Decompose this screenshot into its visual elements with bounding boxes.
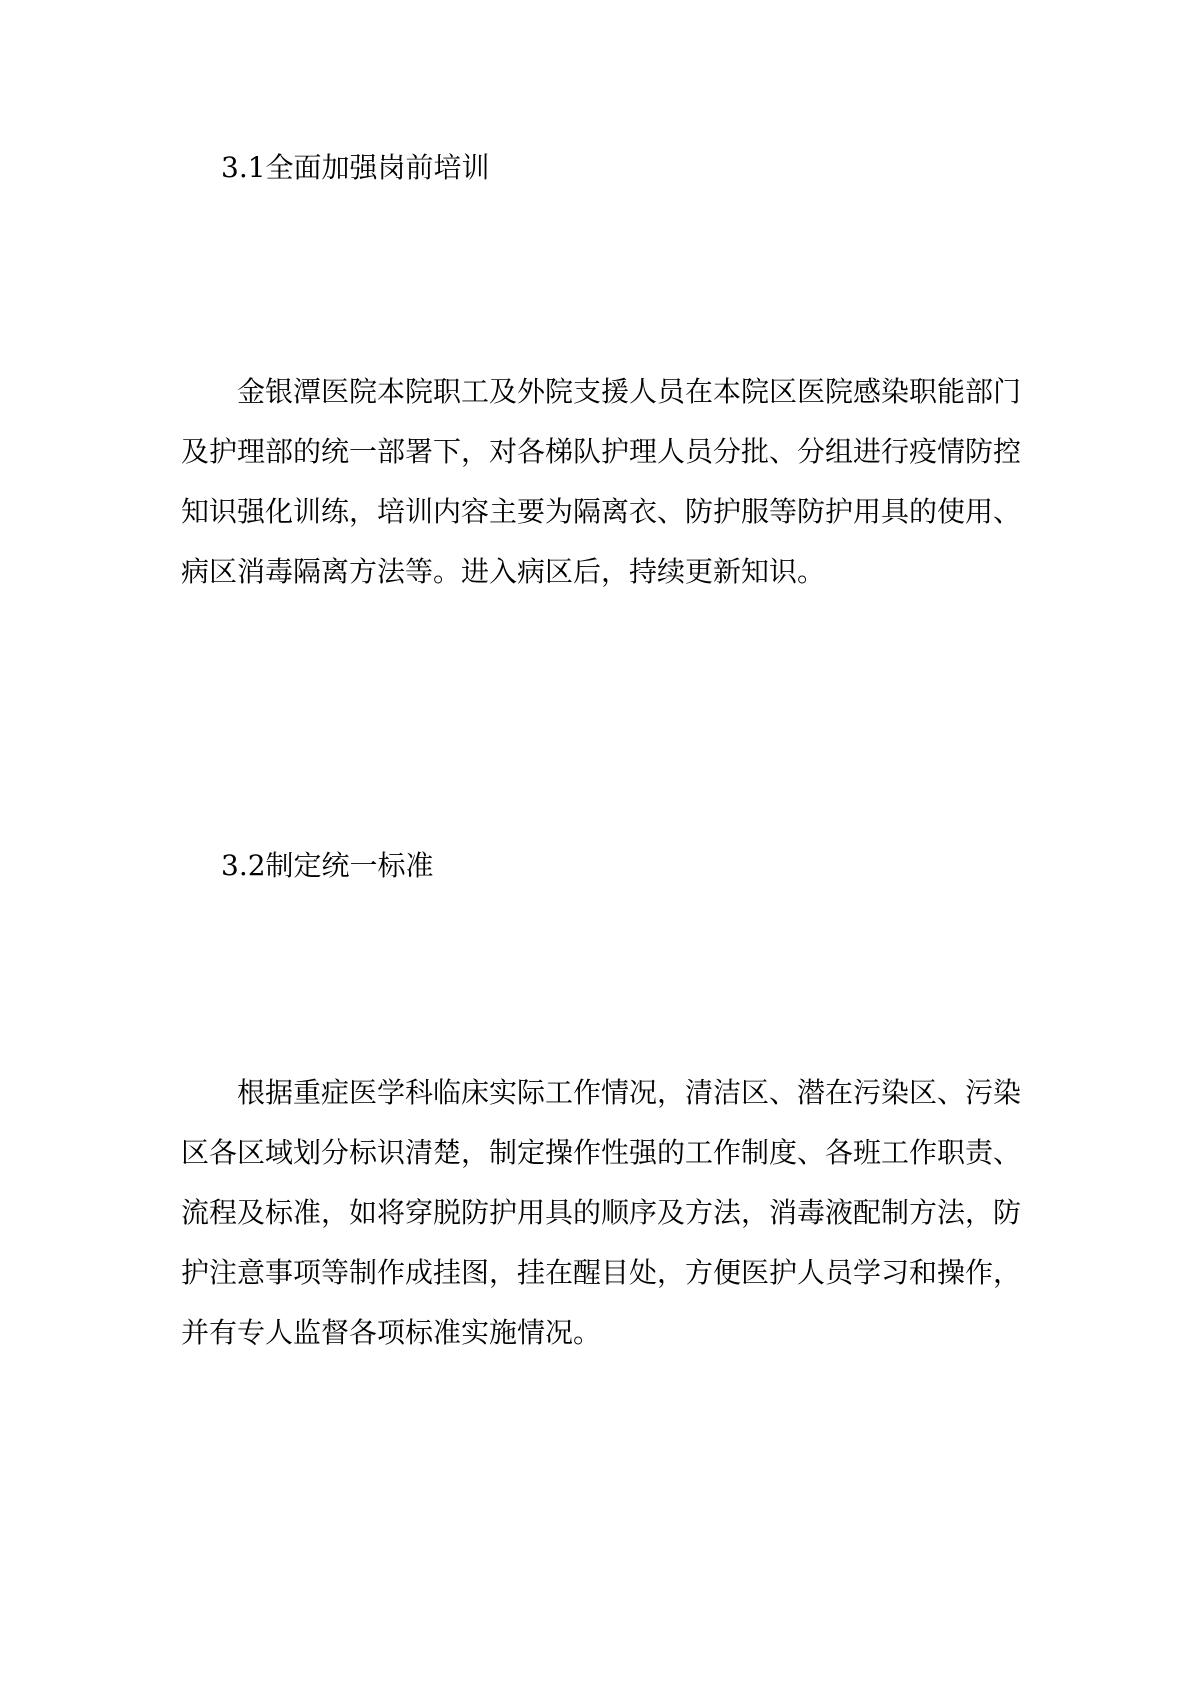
- paragraph-line: 流程及标准，如将穿脱防护用具的顺序及方法，消毒液配制方法，防: [181, 1196, 1022, 1229]
- paragraph-line: 区各区域划分标识清楚，制定操作性强的工作制度、各班工作职责、: [181, 1136, 1022, 1169]
- section-paragraph-3-1: [181, 362, 1022, 602]
- section-heading-3-1: 3.1全面加强岗前培训: [221, 151, 490, 184]
- paragraph-line: 病区消毒隔离方法等。进入病区后，持续更新知识。: [181, 555, 826, 588]
- paragraph-line: 知识强化训练，培训内容主要为隔离衣、防护服等防护用具的使用、: [181, 495, 1022, 528]
- section-heading-3-2: 3.2制定统一标准: [221, 849, 434, 882]
- paragraph-line: 及护理部的统一部署下，对各梯队护理人员分批、分组进行疫情防控: [181, 435, 1022, 468]
- paragraph-line: 并有专人监督各项标准实施情况。: [181, 1316, 602, 1349]
- paragraph-line: 护注意事项等制作成挂图，挂在醒目处，方便医护人员学习和操作，: [181, 1256, 1022, 1289]
- paragraph-line: 金银潭医院本院职工及外院支援人员在本院区医院感染职能部门: [181, 375, 1022, 408]
- section-paragraph-3-2: [181, 1063, 1022, 1363]
- paragraph-line: 根据重症医学科临床实际工作情况，清洁区、潜在污染区、污染: [181, 1076, 1022, 1109]
